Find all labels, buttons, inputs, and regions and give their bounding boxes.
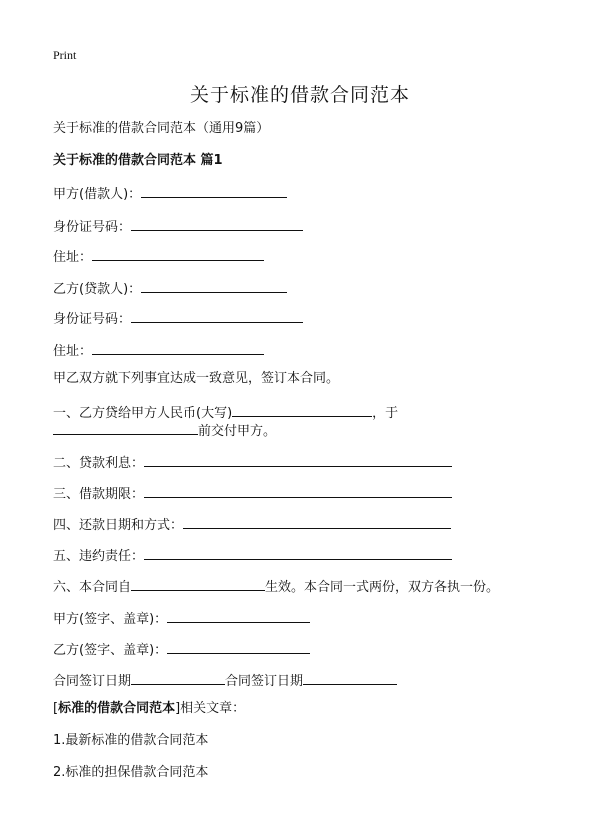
id-no-a-line: [53, 216, 303, 236]
party-b-blank: [141, 278, 287, 293]
party-a-label: 甲方(借款人)：: [53, 187, 142, 202]
clause-6-text-a: 六、本合同自: [53, 580, 132, 595]
clause-6-line: [53, 576, 499, 596]
document-title: 关于标准的借款合同范本: [189, 84, 410, 106]
related-close-text: ]相关文章：: [175, 701, 246, 716]
clause-1-line-2: [53, 420, 276, 440]
clause-2-label: 二、贷款利息：: [53, 456, 145, 471]
clause-3-blank: [144, 483, 452, 498]
sign-b-label: 乙方(签字、盖章)：: [53, 643, 168, 658]
clause-4-label: 四、还款日期和方式：: [53, 518, 184, 533]
sign-date-line: [53, 670, 397, 690]
address-a-label: 住址：: [53, 250, 93, 265]
sign-a-line: [53, 608, 310, 628]
clause-3-label: 三、借款期限：: [53, 487, 145, 502]
clause-4-line: [53, 514, 451, 534]
clause-3-line: [53, 483, 452, 503]
address-b-label: 住址：: [53, 344, 93, 359]
clause-2-line: [53, 452, 452, 472]
id-no-a-blank: [131, 216, 303, 231]
address-a-blank: [92, 246, 264, 261]
clause-4-blank: [183, 514, 451, 529]
clause-5-label: 五、违约责任：: [53, 549, 145, 564]
agreement-intro: 甲乙双方就下列事宜达成一致意见，签订本合同。: [53, 371, 340, 386]
clause-1-amount-blank: [232, 402, 372, 417]
related-link-2[interactable]: 2.标准的担保借款合同范本: [53, 765, 209, 780]
sign-b-line: [53, 639, 310, 659]
document-subtitle: 关于标准的借款合同范本（通用9篇）: [53, 121, 270, 136]
clause-1-line-1: [53, 402, 398, 422]
related-link-1[interactable]: 1.最新标准的借款合同范本: [53, 733, 209, 748]
clause-6-text-b: 生效。本合同一式两份，双方各执一份。: [265, 580, 500, 595]
sign-a-blank: [167, 608, 310, 623]
party-a-blank: [141, 183, 287, 198]
clause-1-text-c: 前交付甲方。: [198, 424, 277, 439]
clause-5-line: [53, 545, 452, 565]
party-b-label: 乙方(贷款人)：: [53, 282, 142, 297]
print-label[interactable]: Print: [53, 48, 77, 62]
id-no-b-blank: [131, 308, 303, 323]
clause-1-text-a: 一、乙方贷给甲方人民币(大写): [53, 406, 233, 421]
related-title[interactable]: 标准的借款合同范本: [58, 701, 176, 716]
sign-date-blank-2: [303, 670, 397, 685]
id-no-b-label: 身份证号码：: [53, 312, 132, 327]
party-b-line: [53, 278, 287, 298]
sign-b-blank: [167, 639, 310, 654]
sign-a-label: 甲方(签字、盖章)：: [53, 612, 168, 627]
sign-date-blank-1: [131, 670, 225, 685]
party-a-line: [53, 183, 287, 203]
clause-6-blank: [131, 576, 265, 591]
clause-5-blank: [144, 545, 452, 560]
clause-2-blank: [144, 452, 452, 467]
address-b-line: [53, 340, 264, 360]
id-no-a-label: 身份证号码：: [53, 220, 132, 235]
section-heading: 关于标准的借款合同范本 篇1: [53, 153, 223, 168]
sign-date-label-2: 合同签订日期: [225, 674, 304, 689]
sign-date-label-1: 合同签订日期: [53, 674, 132, 689]
address-b-blank: [92, 340, 264, 355]
related-open-bracket: [: [53, 701, 59, 716]
related-articles-heading: [53, 701, 245, 717]
address-a-line: [53, 246, 264, 266]
id-no-b-line: [53, 308, 303, 328]
clause-1-date-blank: [53, 420, 198, 435]
clause-1-text-b: ，于: [372, 406, 399, 421]
